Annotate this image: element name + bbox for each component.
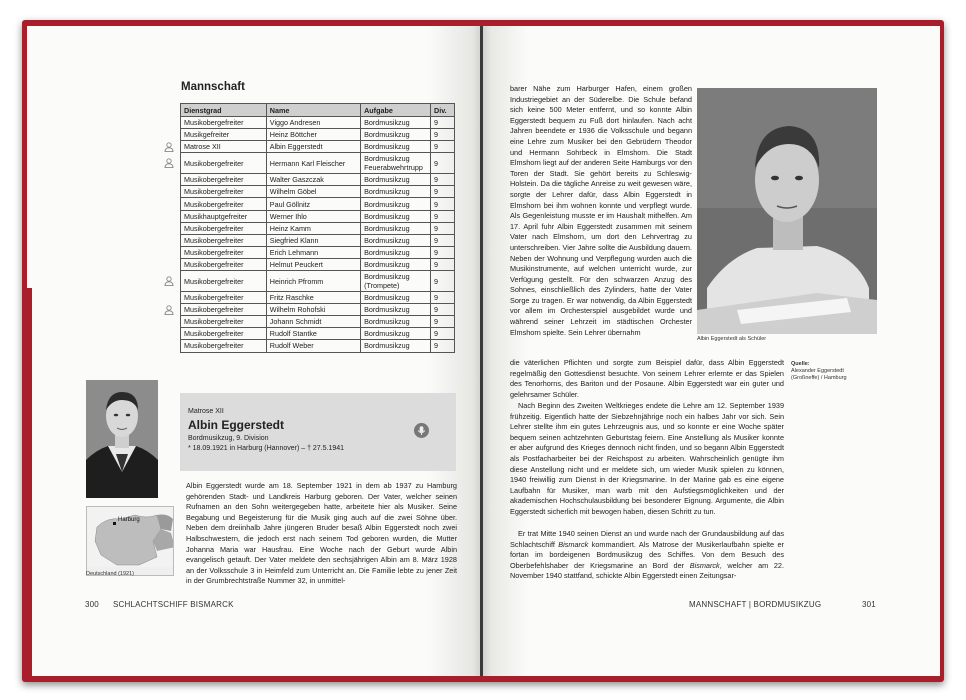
cell-task-line-2: Feuerabwehrtrupp xyxy=(364,163,423,173)
cell-name: Johann Schmidt xyxy=(266,316,360,328)
cell-name: Wilhelm Rohofski xyxy=(266,304,360,316)
cell-task-line: Bordmusikzug xyxy=(364,329,410,339)
table-row xyxy=(181,258,455,270)
cell-div: 9 xyxy=(431,316,455,328)
cell-rank: Musikobergefreiter xyxy=(181,222,267,234)
person-icon[interactable] xyxy=(164,305,174,315)
person-icon[interactable] xyxy=(164,276,174,286)
source-label: Quelle: xyxy=(791,361,810,367)
cell-task xyxy=(361,258,431,270)
table-row xyxy=(181,141,455,153)
sound-icon[interactable] xyxy=(414,423,429,438)
cell-rank: Musikobergefreiter xyxy=(181,340,267,352)
cell-div: 9 xyxy=(431,153,455,174)
col-header-rank: Dienstgrad xyxy=(181,104,267,117)
cell-name: Erich Lehmann xyxy=(266,246,360,258)
cell-task-line: Bordmusikzug xyxy=(364,317,410,327)
bio-unit: Bordmusikzug, 9. Division xyxy=(188,435,269,442)
right-text-3b: kommandiert. Als Matrose der Musikerlaufbahn spielte er fortan im bordeigenen Bordmusikzug des Schiffes. Von dem Besuch des Oberbefehlshaber der Kriegsmarine an Bord der xyxy=(510,539,784,570)
cell-task-line: Bordmusikzug xyxy=(364,247,410,257)
bio-dates: * 18.09.1921 in Harburg (Hannover) – † 27.5.1941 xyxy=(188,445,345,452)
cell-div: 9 xyxy=(431,186,455,198)
table-row xyxy=(181,210,455,222)
cell-task xyxy=(361,174,431,186)
source-text: Alexander Eggerstedt (Großneffe) / Hamburg xyxy=(791,368,847,381)
cell-task-line: Bordmusikzug xyxy=(364,223,410,233)
map-caption: Deutschland (1921) xyxy=(86,571,135,577)
table-row xyxy=(181,186,455,198)
cell-name: Heinrich Pfromm xyxy=(266,271,360,292)
person-icon[interactable] xyxy=(164,158,174,168)
cell-rank: Musikhauptgefreiter xyxy=(181,210,267,222)
cell-task xyxy=(361,141,431,153)
cell-task-line: Bordmusikzug xyxy=(364,154,410,164)
cell-task-line: Bordmusikzug xyxy=(364,142,410,152)
ship-name: Bismarck xyxy=(558,539,589,549)
cell-task-line: Bordmusikzug xyxy=(364,187,410,197)
left-body-text: Albin Eggerstedt wurde am 18. September 1921 in dem ab 1937 zu Hamburg gehörenden Stadt- und Landkreis Harburg geboren. Der Vater, welcher seinen Rufnamen an den Sohn weitergegeben hatte, arbeitete hier als Musiker. Seine Begabung und Begeisterung für die Musik ging auch auf die zwei Söhne über. Neben dem dreiinhalb Jahre jüngeren Bruder besaß Albin Eggerstedt noch zwei Halbschwestern, die jedoch erst nach seinem Tod geboren wurden, die Mutter Johanna Maria war Hausfrau. Eine Woche nach der Geburt wurde Albin evangelisch getauft. Der Vater meldete den sechsjährigen Albin am 8. März 1928 an der Volksschule 3 in Heimfeld zum Unterricht an. Die Familie lebte zu jener Zeit in der Grumbrechtstraße Nummer 32, in unmittel- xyxy=(186,481,457,586)
student-photo xyxy=(697,88,877,334)
cell-div: 9 xyxy=(431,117,455,129)
cell-div: 9 xyxy=(431,340,455,352)
cell-name: Paul Göllnitz xyxy=(266,198,360,210)
table-header-row xyxy=(181,104,455,117)
table-row xyxy=(181,117,455,129)
left-page xyxy=(27,26,482,676)
cell-task-line: Bordmusikzug xyxy=(364,272,410,282)
footer-title: SCHLACHTSCHIFF BISMARCK xyxy=(113,600,234,609)
crew-table xyxy=(180,103,455,353)
cell-name: Hermann Karl Fleischer xyxy=(266,153,360,174)
cell-div: 9 xyxy=(431,210,455,222)
right-text-3a: Er trat Mitte 1940 seinen Dienst an und wurde nach der Grundausbildung auf das Schlachtschiff xyxy=(510,529,784,549)
right-full-text-1: die väterlichen Pflichten und sorgte zum Beispiel dafür, dass Albin Eggerstedt regelmäßig den Gottesdienst besuchte. Von seinem Lehrer erlernte er das Spielen des Tenorhorns, des Bariton und der Posaune. Albin Eggerstedt war ein guter und gelehrsamer Schüler. xyxy=(510,358,784,399)
cell-name: Albin Eggerstedt xyxy=(266,141,360,153)
cell-div: 9 xyxy=(431,292,455,304)
photo-caption: Albin Eggerstedt als Schüler xyxy=(697,336,767,342)
right-full-text-2: Nach Beginn des Zweiten Weltkrieges endete die Lehre am 12. September 1939 frühzeitig. Eigentlich hatte der Siebzehnjährige noch ein halbes Jahr vor sich. Sein Lehrer stellte ihm ein gutes Lehrzeugnis aus, und so konnte er eine Woche später bequem seinen achtzehnten Geburtstag feiern. Eine Anstellung als Musiker konnte er aber aufgrund des Krieges dennoch nicht finden, und so begann Albin Eggerstedt als Postfacharbeiter bei der Reichspost zu arbeiten. Wahrscheinlich genügte ihm diese Anstellung nicht und er meldete sich, um wieder Musik spielen zu können, 1940 freiwillig zum Dienst in der Kriegsmarine. In der Marine gab es eine eigene Laufbahn für Musiker, man warb mit den Aufstiegsmöglichkeiten und der akademischen Hochschulausbildung bei besonderer Eignung. Argumente, die Albin Eggerstedt sicherlich mit bewogen haben, diesen Schritt zu tun. xyxy=(510,401,784,516)
cell-div: 9 xyxy=(431,258,455,270)
cell-div: 9 xyxy=(431,198,455,210)
cell-task-line: Bordmusikzug xyxy=(364,259,410,269)
cell-name: Heinz Böttcher xyxy=(266,129,360,141)
cell-rank: Musikgefreiter xyxy=(181,129,267,141)
cell-rank: Musikobergefreiter xyxy=(181,258,267,270)
bio-name: Albin Eggerstedt xyxy=(188,418,285,432)
table-row xyxy=(181,174,455,186)
cell-task xyxy=(361,186,431,198)
cell-task-line: Bordmusikzug xyxy=(364,305,410,315)
table-row xyxy=(181,153,455,174)
table-row xyxy=(181,340,455,352)
cell-div: 9 xyxy=(431,234,455,246)
table-row xyxy=(181,328,455,340)
footer-page-number-right: 301 xyxy=(862,600,876,609)
cell-task xyxy=(361,210,431,222)
cell-rank: Musikobergefreiter xyxy=(181,198,267,210)
cell-rank: Musikobergefreiter xyxy=(181,234,267,246)
cell-rank: Musikobergefreiter xyxy=(181,186,267,198)
cell-div: 9 xyxy=(431,246,455,258)
cell-task xyxy=(361,153,431,174)
cell-task-line: Bordmusikzug xyxy=(364,293,410,303)
cell-name: Walter Gaszczak xyxy=(266,174,360,186)
cell-name: Viggo Andresen xyxy=(266,117,360,129)
right-page xyxy=(482,26,940,676)
cell-rank: Musikobergefreiter xyxy=(181,292,267,304)
cell-task xyxy=(361,198,431,210)
col-header-name: Name xyxy=(266,104,360,117)
cell-rank: Musikobergefreiter xyxy=(181,174,267,186)
cell-task xyxy=(361,316,431,328)
map-label: Harburg xyxy=(118,517,140,523)
table-row xyxy=(181,246,455,258)
cell-name: Rudolf Stantke xyxy=(266,328,360,340)
footer-page-number: 300 xyxy=(85,600,99,609)
cell-rank: Matrose XII xyxy=(181,141,267,153)
map-germany xyxy=(86,506,174,576)
col-header-div: Div. xyxy=(431,104,455,117)
cell-div: 9 xyxy=(431,271,455,292)
cell-task xyxy=(361,129,431,141)
table-row xyxy=(181,234,455,246)
cell-name: Heinz Kamm xyxy=(266,222,360,234)
cell-name: Fritz Raschke xyxy=(266,292,360,304)
table-row xyxy=(181,292,455,304)
cell-task xyxy=(361,117,431,129)
cell-div: 9 xyxy=(431,141,455,153)
cell-task xyxy=(361,234,431,246)
cell-task-line: Bordmusikzug xyxy=(364,130,410,140)
right-text-3c: , welcher am 22. November 1940 stattfand, schickte Albin Eggerstedt einen Zeitungsar- xyxy=(510,560,784,581)
cell-div: 9 xyxy=(431,129,455,141)
ship-name-2: Bismarck xyxy=(689,560,720,570)
chapter-tab xyxy=(27,288,32,676)
cell-name: Helmut Peuckert xyxy=(266,258,360,270)
student-photo-image xyxy=(697,88,877,334)
cell-div: 9 xyxy=(431,328,455,340)
portrait-photo xyxy=(86,380,158,498)
cell-task-line: Bordmusikzug xyxy=(364,341,410,351)
cell-rank: Musikobergefreiter xyxy=(181,316,267,328)
cell-task xyxy=(361,222,431,234)
cell-rank: Musikobergefreiter xyxy=(181,246,267,258)
bio-rank: Matrose XII xyxy=(188,408,224,415)
table-row xyxy=(181,304,455,316)
col-header-task: Aufgabe xyxy=(361,104,431,117)
cell-name: Wilhelm Göbel xyxy=(266,186,360,198)
portrait-image xyxy=(86,380,158,498)
cell-div: 9 xyxy=(431,304,455,316)
table-row xyxy=(181,129,455,141)
bio-box xyxy=(180,393,456,471)
cell-div: 9 xyxy=(431,174,455,186)
cell-task-line: Bordmusikzug xyxy=(364,118,410,128)
table-row xyxy=(181,198,455,210)
cell-task-line: Bordmusikzug xyxy=(364,175,410,185)
cell-rank: Musikobergefreiter xyxy=(181,153,267,174)
cell-task xyxy=(361,271,431,292)
person-icon[interactable] xyxy=(164,142,174,152)
section-title: Mannschaft xyxy=(181,81,245,93)
right-full-text-3 xyxy=(510,529,784,582)
cell-task xyxy=(361,328,431,340)
table-row xyxy=(181,222,455,234)
cell-rank: Musikobergefreiter xyxy=(181,271,267,292)
book-gutter xyxy=(480,26,483,676)
cell-task xyxy=(361,340,431,352)
footer-title-right: MANNSCHAFT | BORDMUSIKZUG xyxy=(689,600,822,609)
cell-task xyxy=(361,292,431,304)
map-image xyxy=(87,507,174,567)
cell-task-line: Bordmusikzug xyxy=(364,235,410,245)
cell-task-line: Bordmusikzug xyxy=(364,199,410,209)
table-row xyxy=(181,316,455,328)
cell-name: Rudolf Weber xyxy=(266,340,360,352)
cell-rank: Musikobergefreiter xyxy=(181,304,267,316)
cell-task xyxy=(361,246,431,258)
table-row xyxy=(181,271,455,292)
cell-rank: Musikobergefreiter xyxy=(181,328,267,340)
cell-task-line: Bordmusikzug xyxy=(364,211,410,221)
cell-task-line-2: (Trompete) xyxy=(364,281,400,291)
cell-div: 9 xyxy=(431,222,455,234)
cell-task xyxy=(361,304,431,316)
right-column-text: barer Nähe zum Harburger Hafen, einem großen Industriegebiet an der Süderelbe. Die Schule befand sich keine 500 Meter entfernt, und so konnte Albin Eggerstedt bequem zu Fuß dort hinlaufen. Nach acht Jahren beendete er 1936 die Volksschule und begann eine Lehre zum Musiker bei den Gebrüdern Theodor und Hermann Sohrbeck in Elmshorn. Die Stadt Elmshorn liegt auf der anderen Seite Hamburgs vor den Toren der Stadt. Sie gehört bereits zu Schleswig-Holstein. Da die tägliche Anreise zu weit gewesen wäre, sorgte der Lehrer dafür, dass Albin Eggerstedt in Elmshorn bei ihm wohnen konnte und verpflegt wurde. Als Gegenleistung musste er im Haushalt mithelfen. Am 17. April fuhr Albin Eggerstedt zusammen mit seinem Vater nach Elmshorn, um dort den Lehrvertrag zu unterschreiben. Vier Jahre sollte die Ausbildung dauern. Neben der Wohnung und Verpflegung wurden auch die Musikinstrumente, auf welchen unterricht wurde, zur Verfügung gestellt. Für den schwarzen Anzug des Sohnes, einschließlich des Zylinders, hatte der Vater Sorge zu tragen. Er war notwendig, da Albin Eggerstedt vor allem im Orchesterspiel ausgebildet wurde und während seiner Lehrzeit im städtischen Orchester Elmshorn spielte. Sein Lehrer übernahm xyxy=(510,84,692,337)
cell-rank: Musikobergefreiter xyxy=(181,117,267,129)
cell-name: Siegfried Klann xyxy=(266,234,360,246)
cell-name: Werner Ihlo xyxy=(266,210,360,222)
